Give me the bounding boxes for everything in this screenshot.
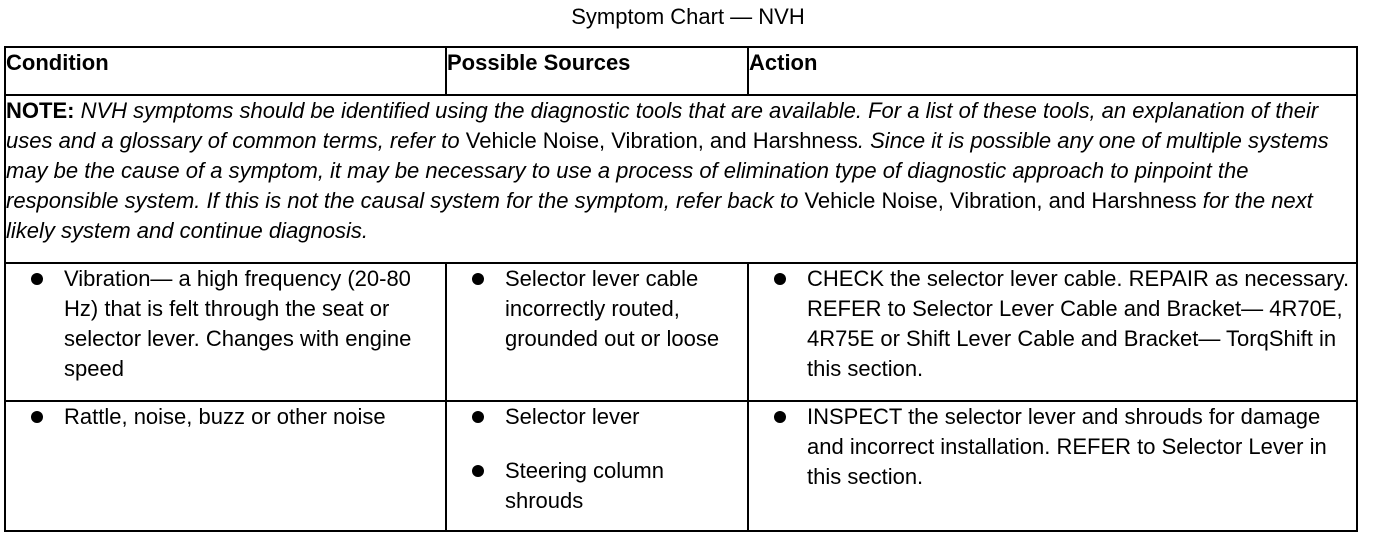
list-item — [749, 402, 1356, 492]
note-row — [5, 95, 1357, 263]
sources-cell — [446, 401, 748, 531]
list-item — [447, 402, 747, 432]
note-reference-1: Vehicle Noise, Vibration, and Harshness — [465, 128, 858, 153]
condition-cell — [5, 401, 446, 531]
bullet-icon — [472, 411, 484, 423]
header-action: Action — [748, 47, 1357, 95]
condition-cell — [5, 263, 446, 401]
note-text-1: NVH symptoms should be identified using the diagnostic tools that are available. For a list of these tools, an explanation of their uses and a glossary of common terms, refer to — [6, 98, 1319, 153]
bullet-icon — [31, 273, 43, 285]
list-item — [447, 456, 747, 516]
note-text-3: for the next likely system and continue diagnosis. — [6, 188, 1313, 243]
bullet-icon — [472, 273, 484, 285]
note-label: NOTE: — [6, 98, 75, 123]
note-reference-2: Vehicle Noise, Vibration, and Harshness — [804, 188, 1197, 213]
action-cell — [748, 263, 1357, 401]
note-cell — [5, 95, 1357, 263]
source-text: Steering column shrouds — [505, 458, 664, 513]
bullet-icon — [31, 411, 43, 423]
list-item — [6, 402, 445, 432]
condition-text: Vibration— a high frequency (20-80 Hz) that is felt through the seat or selector lever. Changes with engine speed — [64, 266, 412, 381]
bullet-icon — [774, 411, 786, 423]
sources-cell — [446, 263, 748, 401]
bullet-icon — [472, 465, 484, 477]
action-text: INSPECT the selector lever and shrouds for damage and incorrect installation. REFER to Selector Lever in this section. — [807, 404, 1327, 489]
header-possible-sources: Possible Sources — [446, 47, 748, 95]
condition-text: Rattle, noise, buzz or other noise — [64, 404, 386, 429]
symptom-chart-table — [4, 46, 1358, 532]
source-text: Selector lever cable incorrectly routed, grounded out or loose — [505, 266, 720, 351]
list-item — [749, 264, 1356, 384]
action-cell — [748, 401, 1357, 531]
note-text-2: . Since it is possible any one of multiple systems may be the cause of a symptom, it may be necessary to use a process of elimination type of diagnostic approach to pinpoint the responsible system. If this is not the causal system for the symptom, refer back to — [6, 128, 1329, 213]
action-text: CHECK the selector lever cable. REPAIR as necessary. REFER to Selector Lever Cable and Bracket— 4R70E, 4R75E or Shift Lever Cable and Bracket— TorqShift in this section. — [807, 266, 1350, 381]
header-condition: Condition — [5, 47, 446, 95]
list-item — [6, 264, 445, 384]
table-row — [5, 263, 1357, 401]
chart-title: Symptom Chart — NVH — [571, 4, 805, 29]
list-item — [447, 264, 747, 354]
header-row — [5, 47, 1357, 95]
source-text: Selector lever — [505, 404, 640, 429]
bullet-icon — [774, 273, 786, 285]
table-row — [5, 401, 1357, 531]
